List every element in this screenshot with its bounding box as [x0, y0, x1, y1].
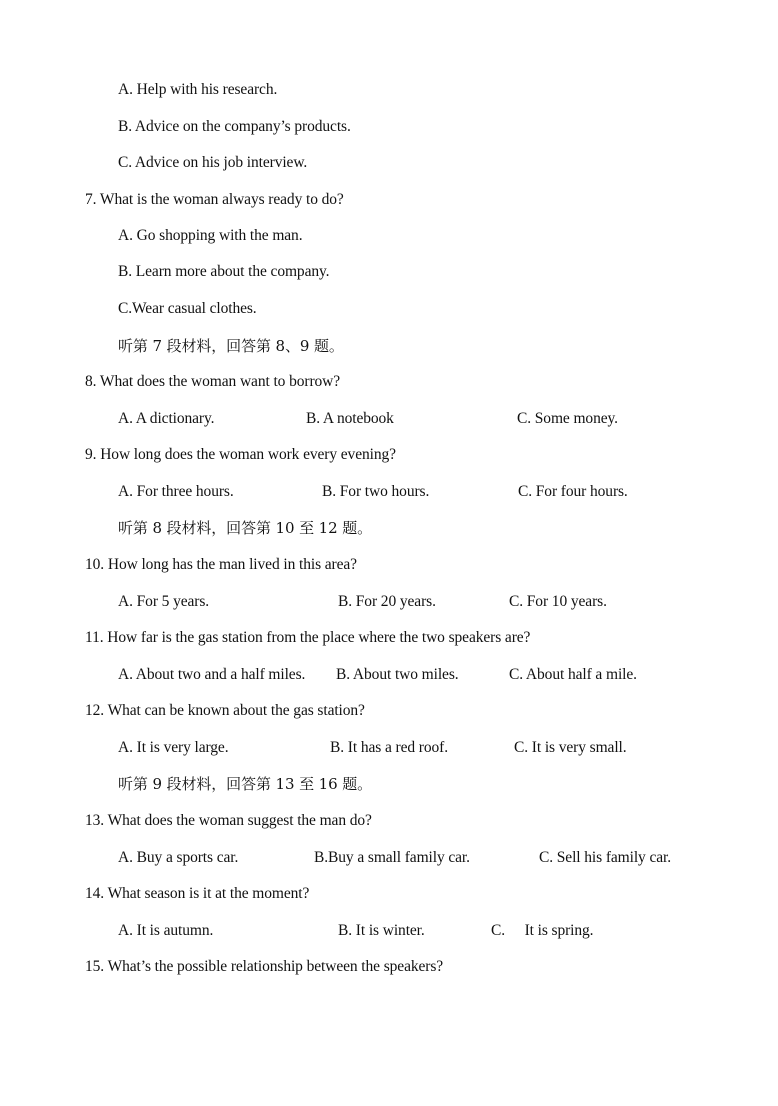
q8-option-b: B. A notebook [306, 410, 394, 427]
section-7-instruction: 听第 7 段材料，回答第 8、9 题。 [118, 337, 344, 355]
q11-option-a: A. About two and a half miles. [118, 666, 306, 683]
q14-option-b: B. It is winter. [338, 922, 425, 939]
q11-option-c: C. About half a mile. [509, 666, 637, 683]
q10-option-b: B. For 20 years. [338, 593, 436, 610]
q14-option-c [491, 921, 593, 941]
q9-option-c: C. For four hours. [518, 483, 628, 500]
q12-option-b: B. It has a red roof. [330, 739, 448, 756]
question-7: 7. What is the woman always ready to do? [85, 191, 344, 208]
q9-option-a: A. For three hours. [118, 483, 234, 500]
q7-option-a: A. Go shopping with the man. [118, 227, 303, 244]
q13-option-c: C. Sell his family car. [539, 849, 672, 866]
q14-option-c-text: It is spring. [524, 922, 594, 939]
section-8-instruction: 听第 8 段材料，回答第 10 至 12 题。 [118, 519, 373, 537]
q12-option-a: A. It is very large. [118, 739, 229, 756]
q7-option-c: C.Wear casual clothes. [118, 300, 257, 317]
q7-option-b: B. Learn more about the company. [118, 263, 330, 280]
q9-option-b: B. For two hours. [322, 483, 430, 500]
q11-option-b: B. About two miles. [336, 666, 459, 683]
question-8: 8. What does the woman want to borrow? [85, 373, 341, 390]
q6-option-c: C. Advice on his job interview. [118, 154, 308, 171]
question-11: 11. How far is the gas station from the place where the two speakers are? [85, 629, 531, 646]
question-13: 13. What does the woman suggest the man do? [85, 812, 372, 829]
question-15: 15. What’s the possible relationship between the speakers? [85, 958, 444, 975]
q13-option-b: B.Buy a small family car. [314, 849, 470, 866]
q12-option-c: C. It is very small. [514, 739, 627, 756]
section-9-instruction: 听第 9 段材料，回答第 13 至 16 题。 [118, 775, 373, 793]
q6-option-b: B. Advice on the company’s products. [118, 118, 351, 135]
q10-option-a: A. For 5 years. [118, 593, 210, 610]
question-10: 10. How long has the man lived in this area? [85, 556, 357, 573]
q14-option-c-letter: C. [491, 922, 506, 939]
q8-option-a: A. A dictionary. [118, 410, 215, 427]
q13-option-a: A. Buy a sports car. [118, 849, 239, 866]
q6-option-a: A. Help with his research. [118, 81, 278, 98]
q8-option-c: C. Some money. [517, 410, 618, 427]
question-12: 12. What can be known about the gas station? [85, 702, 365, 719]
q14-option-a: A. It is autumn. [118, 922, 214, 939]
question-9: 9. How long does the woman work every evening? [85, 446, 396, 463]
question-14: 14. What season is it at the moment? [85, 885, 310, 902]
q10-option-c: C. For 10 years. [509, 593, 607, 610]
